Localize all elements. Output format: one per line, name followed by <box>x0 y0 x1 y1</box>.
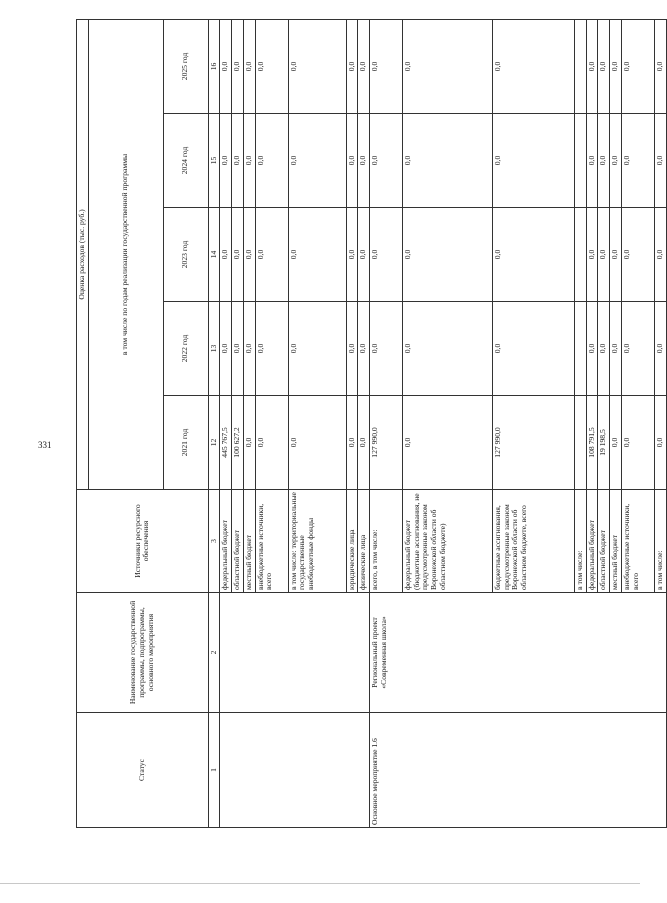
value-cell: 0,0 <box>493 208 575 302</box>
header-year: 2023 год <box>163 208 208 302</box>
source-cell: внебюджетные источники, всего <box>255 490 288 593</box>
source-cell: местный бюджет <box>610 490 622 593</box>
scan-edge-divider <box>0 883 640 884</box>
value-cell: 0,0 <box>255 114 288 208</box>
header-year: 2021 год <box>163 396 208 490</box>
value-cell: 0,0 <box>621 396 654 490</box>
value-cell: 0,0 <box>493 302 575 396</box>
source-cell: внебюджетные источники, всего <box>621 490 654 593</box>
value-cell: 0,0 <box>220 208 232 302</box>
name-cell <box>220 593 370 713</box>
value-cell: 0,0 <box>621 19 654 113</box>
value-cell: 0,0 <box>243 114 255 208</box>
value-cell: 100 627,2 <box>232 396 244 490</box>
page-number: 331 <box>38 440 52 450</box>
value-cell: 0,0 <box>586 19 598 113</box>
header-year: 2022 год <box>163 302 208 396</box>
source-cell: федеральный бюджет <box>220 490 232 593</box>
value-cell <box>575 208 587 302</box>
value-cell: 0,0 <box>346 396 358 490</box>
table-row <box>370 19 403 827</box>
source-cell: в том числе: <box>654 490 666 593</box>
source-cell: областной бюджет <box>598 490 610 593</box>
value-cell: 0,0 <box>358 396 370 490</box>
value-cell: 0,0 <box>255 396 288 490</box>
value-cell: 0,0 <box>370 208 403 302</box>
value-cell: 0,0 <box>346 302 358 396</box>
value-cell: 0,0 <box>610 19 622 113</box>
value-cell: 0,0 <box>621 302 654 396</box>
value-cell: 0,0 <box>288 114 346 208</box>
value-cell: 0,0 <box>610 208 622 302</box>
value-cell: 0,0 <box>232 302 244 396</box>
column-number: 16 <box>208 19 220 113</box>
value-cell: 0,0 <box>598 208 610 302</box>
value-cell <box>575 396 587 490</box>
value-cell: 0,0 <box>243 302 255 396</box>
value-cell: 0,0 <box>346 114 358 208</box>
value-cell: 0,0 <box>346 208 358 302</box>
value-cell: 0,0 <box>255 302 288 396</box>
source-cell: бюджетные ассигнования, предусмотренные законом Воронежской области об областном бюджете, всего <box>493 490 575 593</box>
name-cell: Региональный проект «Современная школа» <box>370 593 667 713</box>
value-cell: 0,0 <box>358 19 370 113</box>
value-cell: 0,0 <box>621 114 654 208</box>
value-cell: 0,0 <box>654 114 666 208</box>
header-estimate: Оценка расходов (тыс. руб.) <box>77 19 89 489</box>
column-number: 1 <box>208 713 220 828</box>
header-by-years: в том числе по годам реализации государственной программы <box>88 19 163 489</box>
value-cell: 0,0 <box>358 302 370 396</box>
value-cell: 0,0 <box>493 114 575 208</box>
value-cell: 0,0 <box>370 19 403 113</box>
value-cell: 0,0 <box>220 19 232 113</box>
value-cell: 0,0 <box>288 302 346 396</box>
column-number: 3 <box>208 490 220 593</box>
table-row <box>220 19 232 827</box>
value-cell: 127 990,0 <box>370 396 403 490</box>
value-cell: 0,0 <box>654 19 666 113</box>
budget-table <box>76 19 667 828</box>
column-number: 13 <box>208 302 220 396</box>
value-cell: 0,0 <box>654 396 666 490</box>
header-status: Статус <box>77 713 209 828</box>
value-cell: 0,0 <box>403 396 493 490</box>
value-cell: 0,0 <box>370 114 403 208</box>
value-cell: 0,0 <box>255 19 288 113</box>
column-number-row <box>208 19 220 827</box>
value-cell: 0,0 <box>610 114 622 208</box>
value-cell: 0,0 <box>586 208 598 302</box>
header-source: Источники ресурсного обеспечения <box>77 490 209 593</box>
value-cell: 0,0 <box>598 302 610 396</box>
column-number: 2 <box>208 593 220 713</box>
value-cell <box>575 114 587 208</box>
value-cell: 0,0 <box>243 19 255 113</box>
source-cell: в том числе: территориальные государственные внебюджетные фонды <box>288 490 346 593</box>
value-cell: 0,0 <box>232 208 244 302</box>
source-cell: в том числе: <box>575 490 587 593</box>
value-cell: 0,0 <box>346 19 358 113</box>
value-cell: 0,0 <box>288 19 346 113</box>
value-cell: 445 767,5 <box>220 396 232 490</box>
rotated-table-page <box>76 20 664 828</box>
column-number: 14 <box>208 208 220 302</box>
value-cell: 0,0 <box>370 302 403 396</box>
column-number: 12 <box>208 396 220 490</box>
value-cell: 0,0 <box>358 208 370 302</box>
value-cell: 0,0 <box>598 114 610 208</box>
source-cell: местный бюджет <box>243 490 255 593</box>
header-year: 2025 год <box>163 19 208 113</box>
value-cell: 0,0 <box>255 208 288 302</box>
column-number: 15 <box>208 114 220 208</box>
status-cell: Основное мероприятие 1.6 <box>370 713 667 828</box>
value-cell: 19 198,5 <box>598 396 610 490</box>
header-name: Наименование государственной программы, подпрограммы, основного мероприятия <box>77 593 209 713</box>
value-cell: 0,0 <box>232 114 244 208</box>
value-cell: 0,0 <box>493 19 575 113</box>
value-cell: 0,0 <box>288 396 346 490</box>
value-cell: 0,0 <box>243 396 255 490</box>
value-cell: 0,0 <box>403 19 493 113</box>
value-cell: 0,0 <box>403 208 493 302</box>
value-cell: 0,0 <box>288 208 346 302</box>
value-cell: 0,0 <box>654 208 666 302</box>
value-cell: 0,0 <box>220 302 232 396</box>
value-cell: 0,0 <box>598 19 610 113</box>
value-cell: 127 990,0 <box>493 396 575 490</box>
header-row <box>77 19 89 827</box>
value-cell: 0,0 <box>610 302 622 396</box>
source-cell: юридические лица <box>346 490 358 593</box>
value-cell: 0,0 <box>586 302 598 396</box>
value-cell: 0,0 <box>358 114 370 208</box>
header-year: 2024 год <box>163 114 208 208</box>
value-cell: 0,0 <box>232 19 244 113</box>
value-cell <box>575 302 587 396</box>
value-cell: 0,0 <box>403 302 493 396</box>
source-cell: федеральный бюджет <box>586 490 598 593</box>
source-cell: областной бюджет <box>232 490 244 593</box>
value-cell: 108 791,5 <box>586 396 598 490</box>
value-cell <box>575 19 587 113</box>
value-cell: 0,0 <box>220 114 232 208</box>
value-cell: 0,0 <box>610 396 622 490</box>
value-cell: 0,0 <box>243 208 255 302</box>
source-cell: физические лица <box>358 490 370 593</box>
value-cell: 0,0 <box>586 114 598 208</box>
value-cell: 0,0 <box>654 302 666 396</box>
value-cell: 0,0 <box>403 114 493 208</box>
value-cell: 0,0 <box>621 208 654 302</box>
status-cell <box>220 713 370 828</box>
source-cell: всего, в том числе: <box>370 490 403 593</box>
source-cell: федеральный бюджет (бюджетные ассигнования, не предусмотренные законом Воронежской области об областном бюджете) <box>403 490 493 593</box>
